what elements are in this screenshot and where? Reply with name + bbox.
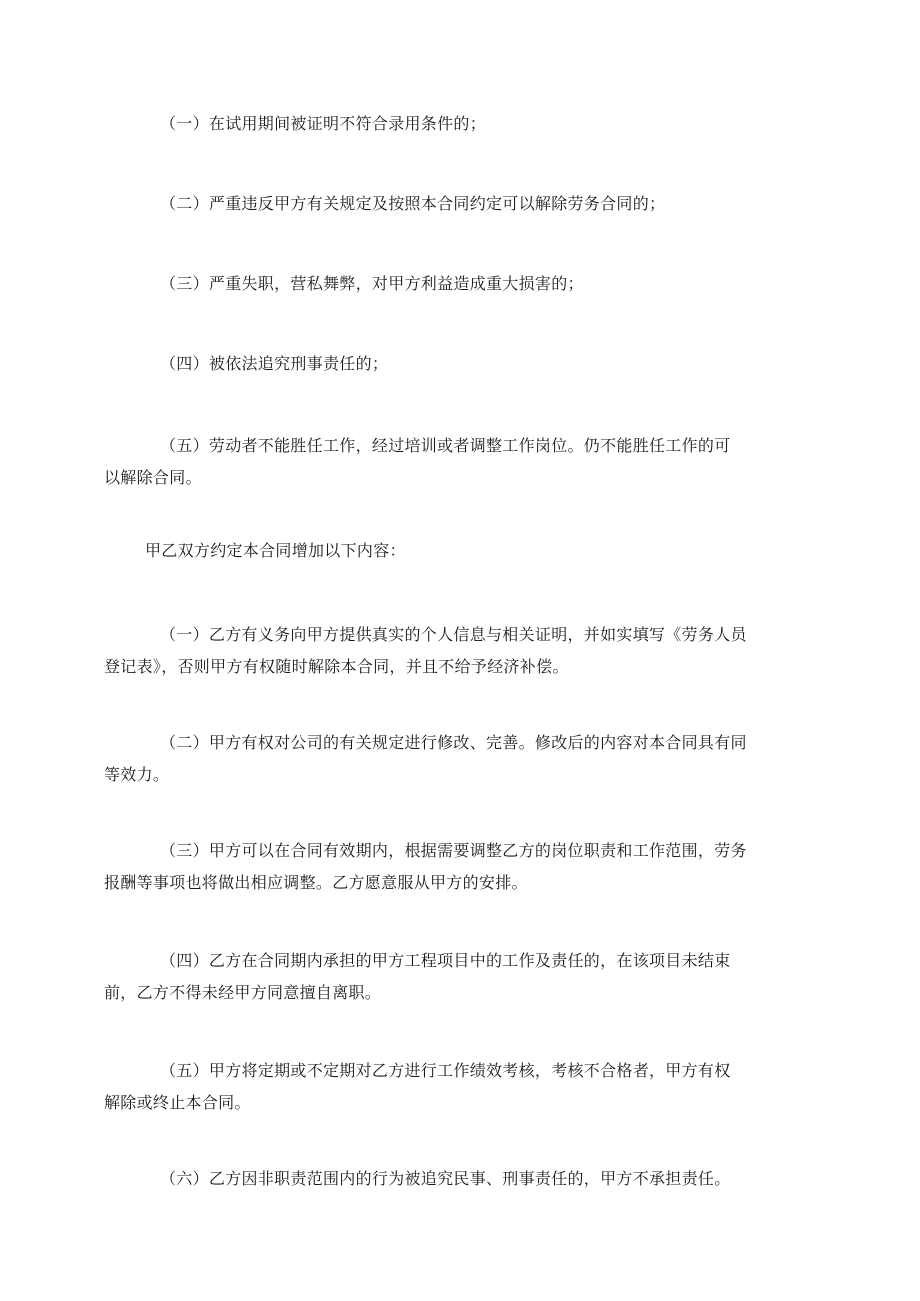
additional-item-1	[104, 619, 820, 683]
additional-item-6	[160, 1163, 820, 1195]
additional-item-3-line2: 报酬等事项也将做出相应调整。乙方愿意服从甲方的安排。	[104, 873, 528, 892]
termination-item-5	[104, 430, 820, 494]
additional-item-6-text: （六）乙方因非职责范围内的行为被追究民事、刑事责任的，甲方不承担责任。	[160, 1169, 731, 1188]
termination-item-3-text: （三）严重失职，营私舞弊，对甲方利益造成重大损害的；	[160, 274, 584, 293]
termination-item-4-text: （四）被依法追究刑事责任的；	[160, 354, 389, 373]
additional-item-2-line1: （二）甲方有权对公司的有关规定进行修改、完善。修改后的内容对本合同具有同	[160, 733, 747, 752]
additional-item-1-line1: （一）乙方有义务向甲方提供真实的个人信息与相关证明，并如实填写《劳务人员	[160, 625, 747, 644]
termination-item-2	[160, 188, 820, 220]
additional-item-4-line1: （四）乙方在合同期内承担的甲方工程项目中的工作及责任的，在该项目未结束	[160, 951, 731, 970]
termination-item-1-text: （一）在试用期间被证明不符合录用条件的；	[160, 114, 487, 133]
additional-intro-text: 甲乙双方约定本合同增加以下内容：	[145, 541, 406, 560]
additional-item-3	[104, 835, 820, 899]
additional-item-4	[104, 945, 820, 1009]
termination-item-5-line1: （五）劳动者不能胜任工作，经过培训或者调整工作岗位。仍不能胜任工作的可	[160, 436, 731, 455]
termination-item-3	[160, 268, 820, 300]
termination-item-4	[160, 348, 820, 380]
termination-item-2-text: （二）严重违反甲方有关规定及按照本合同约定可以解除劳务合同的；	[160, 194, 666, 213]
additional-item-5-line1: （五）甲方将定期或不定期对乙方进行工作绩效考核，考核不合格者，甲方有权	[160, 1061, 731, 1080]
additional-item-5	[104, 1055, 820, 1119]
additional-item-4-line2: 前，乙方不得未经甲方同意擅自离职。	[104, 983, 382, 1002]
additional-item-2-line2: 等效力。	[104, 765, 170, 784]
additional-item-2	[104, 727, 820, 791]
termination-item-5-line2: 以解除合同。	[104, 468, 202, 487]
termination-item-1	[160, 108, 820, 140]
additional-item-1-line2: 登记表》，否则甲方有权随时解除本合同，并且不给予经济补偿。	[104, 657, 569, 676]
additional-item-5-line2: 解除或终止本合同。	[104, 1093, 251, 1112]
additional-intro	[145, 535, 805, 567]
additional-item-3-line1: （三）甲方可以在合同有效期内，根据需要调整乙方的岗位职责和工作范围，劳务	[160, 841, 747, 860]
